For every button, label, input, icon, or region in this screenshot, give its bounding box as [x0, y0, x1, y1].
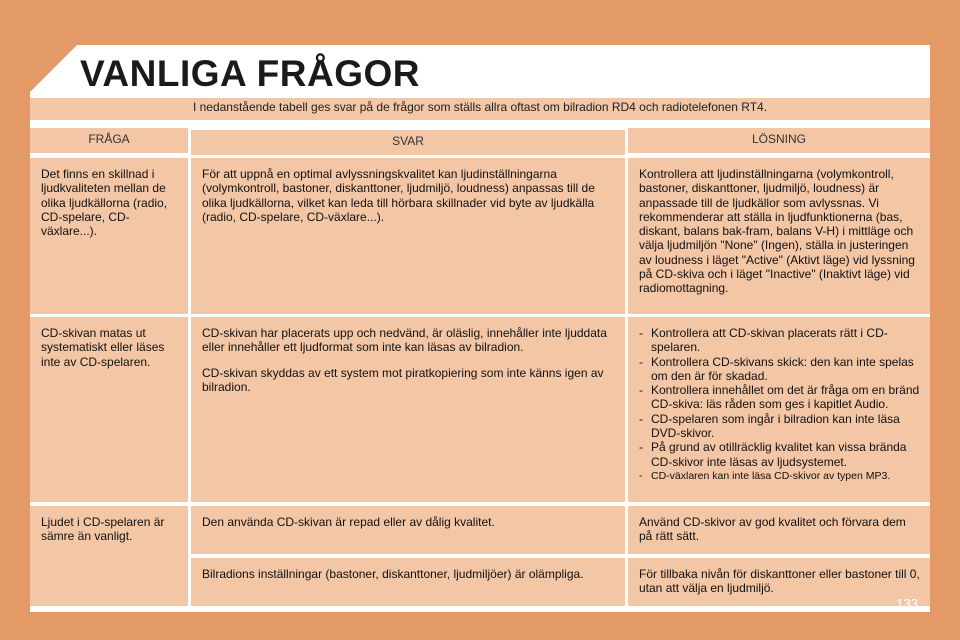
- answer-text: Bilradions inställningar (bastoner, diskanttoner, ljudmiljöer) är olämpliga.: [202, 567, 584, 581]
- question-cell: [30, 506, 188, 606]
- column-header-solution: LÖSNING: [628, 128, 930, 153]
- column-header-question: FRÅGA: [30, 128, 188, 153]
- solution-text: Använd CD-skivor av god kvalitet och förvara dem på rätt sätt.: [639, 515, 906, 544]
- solution-text: Kontrollera att ljudinställningarna (volymkontroll, bastoner, diskanttoner, ljudmiljö, loudness) är anpassade till de ljudkällor som avlyssnas. Vi rekommenderar att ställa in ljudfunktionerna (bas, diskant, balans bak-fram, balans V-H) i mittläge och välja ljudmiljön "None" (Ingen), ställa in justeringen av loudness i läget "Active" (Aktivt läge) vid lyssning på CD-skiva och i läget "Inactive" (Inaktivt läge) vid radiomottagning.: [639, 167, 915, 296]
- answer-cell: [191, 158, 625, 314]
- column-header-answer: SVAR: [191, 130, 625, 155]
- solution-cell: [628, 506, 930, 554]
- answer-text: För att uppnå en optimal avlyssningskvalitet kan ljudinställningarna (volymkontroll, bastoner, diskanttoner, ljudmiljö, loudness) anpassas till de olika ljudkällorna, vilket kan leda till hörbara skillnader vid byte av ljudkälla (radio, CD-spelare, CD-växlare...).: [202, 167, 595, 224]
- question-text: CD-skivan matas ut systematiskt eller läses inte av CD-spelaren.: [41, 326, 165, 369]
- answer-cell: [191, 558, 625, 606]
- list-item: - Kontrollera att CD-skivan placerats rätt i CD-spelaren.: [639, 326, 922, 355]
- page-corner-cut: [30, 45, 77, 92]
- question-text: Ljudet i CD-spelaren är sämre än vanligt.: [41, 515, 165, 544]
- list-item: - På grund av otillräcklig kvalitet kan vissa brända CD-skivor inte läsas av ljudsystemet.: [639, 440, 922, 469]
- answer-cell: [191, 506, 625, 554]
- answer-cell: [191, 317, 625, 502]
- solution-cell: [628, 158, 930, 314]
- solution-cell: [628, 317, 930, 502]
- page-number: 133: [896, 596, 918, 611]
- list-item: - Kontrollera CD-skivans skick: den kan inte spelas om den är för skadad.: [639, 355, 922, 384]
- solution-cell: [628, 558, 930, 606]
- solution-text: För tillbaka nivån för diskanttoner eller bastoner till 0, utan att välja en ljudmiljö.: [639, 567, 920, 596]
- page-subtitle: I nedanstående tabell ges svar på de frågor som ställs allra oftast om bilradion RD4 och radiotelefonen RT4.: [192, 100, 768, 114]
- question-cell: [30, 317, 188, 502]
- question-cell: [30, 158, 188, 314]
- list-item: - CD-spelaren som ingår i bilradion kan inte läsa DVD-skivor.: [639, 412, 922, 441]
- page-title: VANLIGA FRÅGOR: [80, 53, 420, 94]
- answer-text: CD-skivan skyddas av ett system mot piratkopiering som inte känns igen av bilradion.: [202, 365, 604, 394]
- answer-text: CD-skivan har placerats upp och nedvänd, är oläslig, innehåller inte ljuddata eller innehåller ett ljudformat som inte kan läsas av bilradion.: [202, 326, 607, 355]
- answer-text: Den använda CD-skivan är repad eller av dålig kvalitet.: [202, 515, 495, 529]
- question-text: Det finns en skillnad i ljudkvaliteten mellan de olika ljudkällorna (radio, CD-spelare, CD-växlare...).: [41, 167, 168, 239]
- list-item: - Kontrollera innehållet om det är fråga om en bränd CD-skiva: läs råden som ges i kapitlet Audio.: [639, 383, 922, 412]
- list-item: - CD-växlaren kan inte läsa CD-skivor av typen MP3.: [639, 469, 922, 483]
- solution-list: [639, 326, 922, 483]
